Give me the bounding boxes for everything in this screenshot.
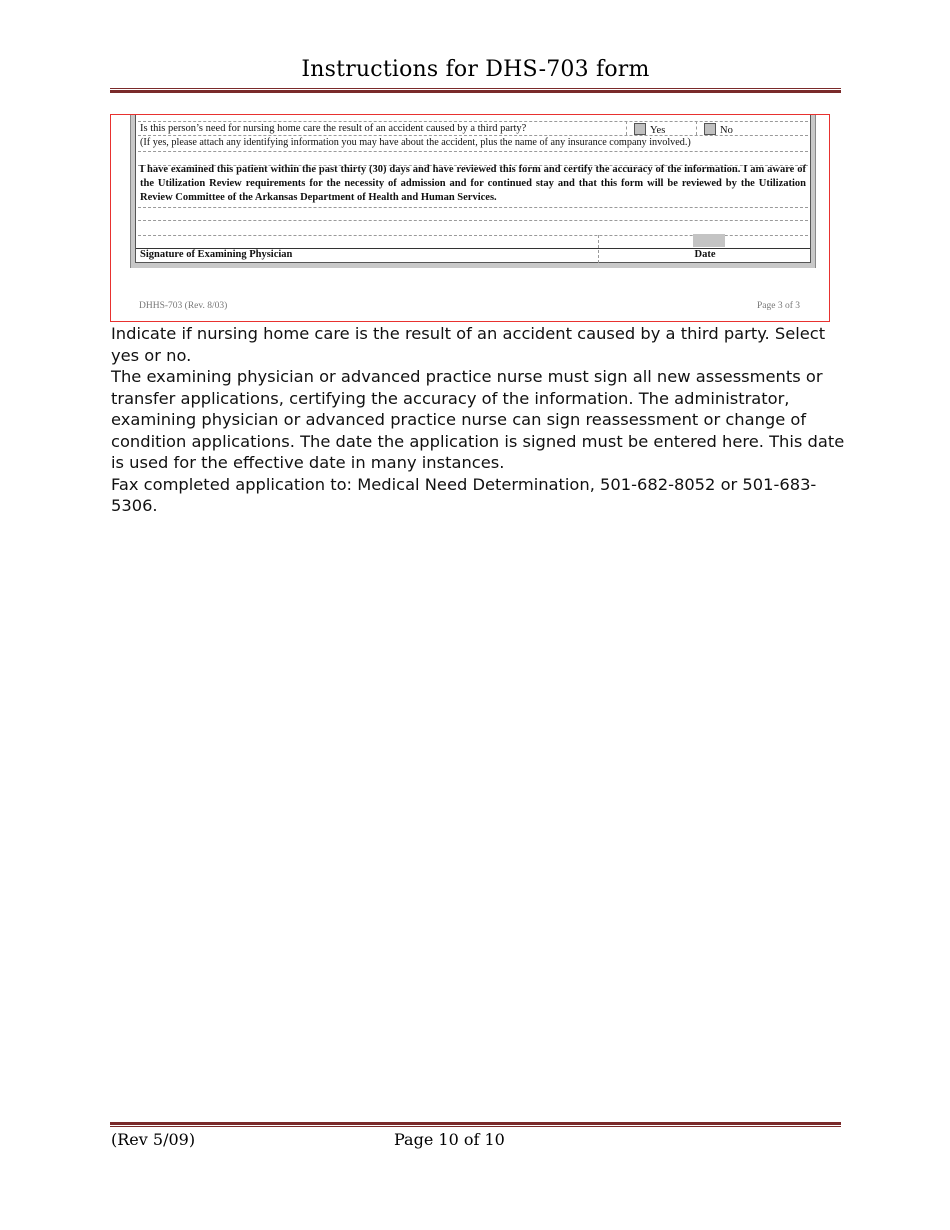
signature-instruction: The examining physician or advanced practice nurse must sign all new assessments or transfer applications, certifying the accuracy of the information. The administrator, examining physician or advanced practice nurse can sign reassessment or change of condition applications. The date the application is signed must be entered here. This date is used for the effective date in many instances. [111, 367, 845, 472]
signature-label: Signature of Examining Physician [140, 249, 293, 260]
accident-instruction: Indicate if nursing home care is the result of an accident caused by a third party. Select yes or no. [111, 324, 826, 365]
yes-no-divider-2 [696, 121, 697, 135]
footer-rule-thick [110, 1122, 841, 1125]
date-field-shade [693, 234, 725, 247]
form-section [135, 115, 811, 263]
certification-statement: I have examined this patient within the past thirty (30) days and have reviewed this form and certify the accuracy of the information. I am aware of the Utilization Review requirements for the necessity of admission and for continued stay and that this form will be reviewed by the Utilization Review Committee of the Arkansas Department of Health and Human Services. [140, 164, 806, 203]
accident-question-row [140, 123, 526, 134]
page-number: Page 10 of 10 [394, 1130, 505, 1149]
header-rule-thin [110, 88, 841, 89]
fax-instruction: Fax completed application to: Medical Need Determination, 501-682-8052 or 501-683-5306. [111, 474, 817, 515]
form-divider [138, 207, 808, 208]
yes-label: Yes [650, 125, 666, 136]
header-rule-thick [110, 90, 841, 93]
footer-rule-thin [110, 1126, 841, 1127]
form-number: DHHS-703 (Rev. 8/03) [139, 301, 228, 311]
form-divider [138, 151, 808, 152]
form-divider [138, 135, 808, 136]
form-divider [138, 121, 808, 122]
no-checkbox [704, 123, 716, 135]
form-excerpt-image [110, 114, 830, 322]
no-label: No [720, 125, 733, 136]
date-label: Date [694, 249, 716, 260]
form-frame [130, 115, 816, 268]
revision-label: (Rev 5/09) [111, 1130, 196, 1149]
accident-question: Is this person’s need for nursing home care the result of an accident caused by a third party? [140, 123, 527, 134]
yes-no-divider [626, 121, 627, 135]
yes-checkbox [634, 123, 646, 135]
form-divider [138, 220, 808, 221]
instructions-body [111, 323, 846, 517]
attach-note: (If yes, please attach any identifying information you may have about the accident, plus the name of any insurance company involved.) [140, 137, 691, 148]
form-page-number: Page 3 of 3 [757, 301, 801, 311]
page-title: Instructions for DHS-703 form [301, 57, 650, 82]
